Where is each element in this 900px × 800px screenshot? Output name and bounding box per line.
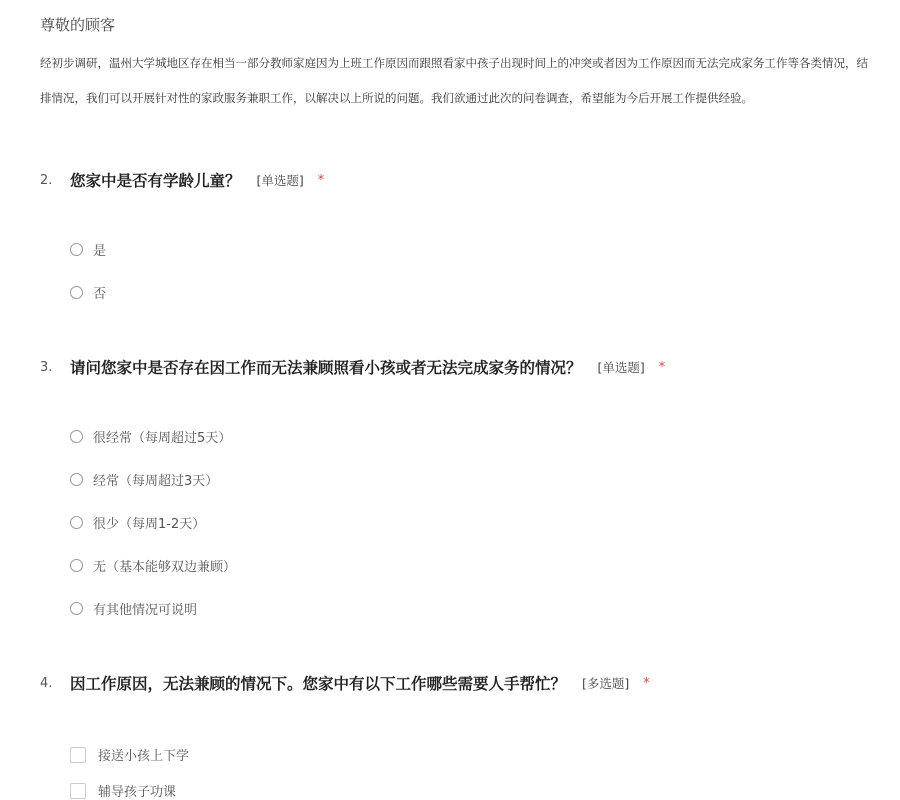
- option-label: 有其他情况可说明: [93, 603, 198, 618]
- question-type-badge: [多选题]: [582, 676, 630, 691]
- radio-button-icon[interactable]: [70, 516, 83, 529]
- option-label: 很经常（每周超过5天）: [93, 431, 232, 446]
- intro-text-line-2: 排情况，我们可以开展针对性的家政服务兼职工作，以解决以上所说的问题。我们欲通过此次的问卷调查，希望能为今后开展工作提供经验。: [40, 91, 753, 105]
- option-label: 接送小孩上下学: [98, 749, 190, 764]
- radio-button-icon[interactable]: [70, 473, 83, 486]
- question-type-badge: [单选题]: [256, 173, 304, 188]
- question-number: 2.: [40, 172, 53, 188]
- question-number: 3.: [40, 359, 53, 375]
- option-label: 无（基本能够双边兼顾）: [93, 560, 237, 575]
- q3-option-rarely[interactable]: [70, 513, 205, 532]
- question-number: 4.: [40, 675, 53, 691]
- q3-option-very-often[interactable]: [70, 427, 231, 446]
- radio-button-icon[interactable]: [70, 243, 83, 256]
- q4-option-homework-tutoring[interactable]: [70, 781, 176, 800]
- q2-option-no[interactable]: [70, 283, 106, 302]
- required-marker: *: [643, 675, 650, 691]
- question-4-header: [40, 672, 650, 694]
- q3-option-often[interactable]: [70, 470, 218, 489]
- radio-button-icon[interactable]: [70, 286, 83, 299]
- option-label: 是: [93, 244, 107, 259]
- option-label: 否: [93, 287, 107, 302]
- required-marker: *: [317, 172, 325, 188]
- survey-greeting: 尊敬的顾客: [40, 16, 116, 34]
- checkbox-icon[interactable]: [70, 747, 86, 763]
- q4-option-pickup-children[interactable]: [70, 745, 189, 764]
- option-label: 辅导孩子功课: [98, 785, 177, 800]
- question-title: 您家中是否有学龄儿童？: [70, 172, 241, 190]
- checkbox-icon[interactable]: [70, 783, 86, 799]
- question-3-header: [40, 356, 665, 378]
- question-title: 请问您家中是否存在因工作而无法兼顾照看小孩或者无法完成家务的情况？: [70, 359, 582, 377]
- option-label: 很少（每周1-2天）: [93, 517, 206, 532]
- q3-option-other[interactable]: [70, 599, 197, 618]
- q3-option-none[interactable]: [70, 556, 236, 575]
- question-title: 因工作原因，无法兼顾的情况下。您家中有以下工作哪些需要人手帮忙？: [70, 675, 567, 693]
- radio-button-icon[interactable]: [70, 559, 83, 572]
- intro-text-line-1: 经初步调研，温州大学城地区存在相当一部分教师家庭因为上班工作原因而跟照看家中孩子出现时间上的冲突或者因为工作原因而无法完成家务工作等各类情况，结: [40, 56, 868, 70]
- radio-button-icon[interactable]: [70, 430, 83, 443]
- q2-option-yes[interactable]: [70, 240, 106, 259]
- question-2-header: [40, 169, 324, 191]
- option-label: 经常（每周超过3天）: [93, 474, 219, 489]
- required-marker: *: [658, 359, 666, 375]
- question-type-badge: [单选题]: [597, 360, 645, 375]
- radio-button-icon[interactable]: [70, 602, 83, 615]
